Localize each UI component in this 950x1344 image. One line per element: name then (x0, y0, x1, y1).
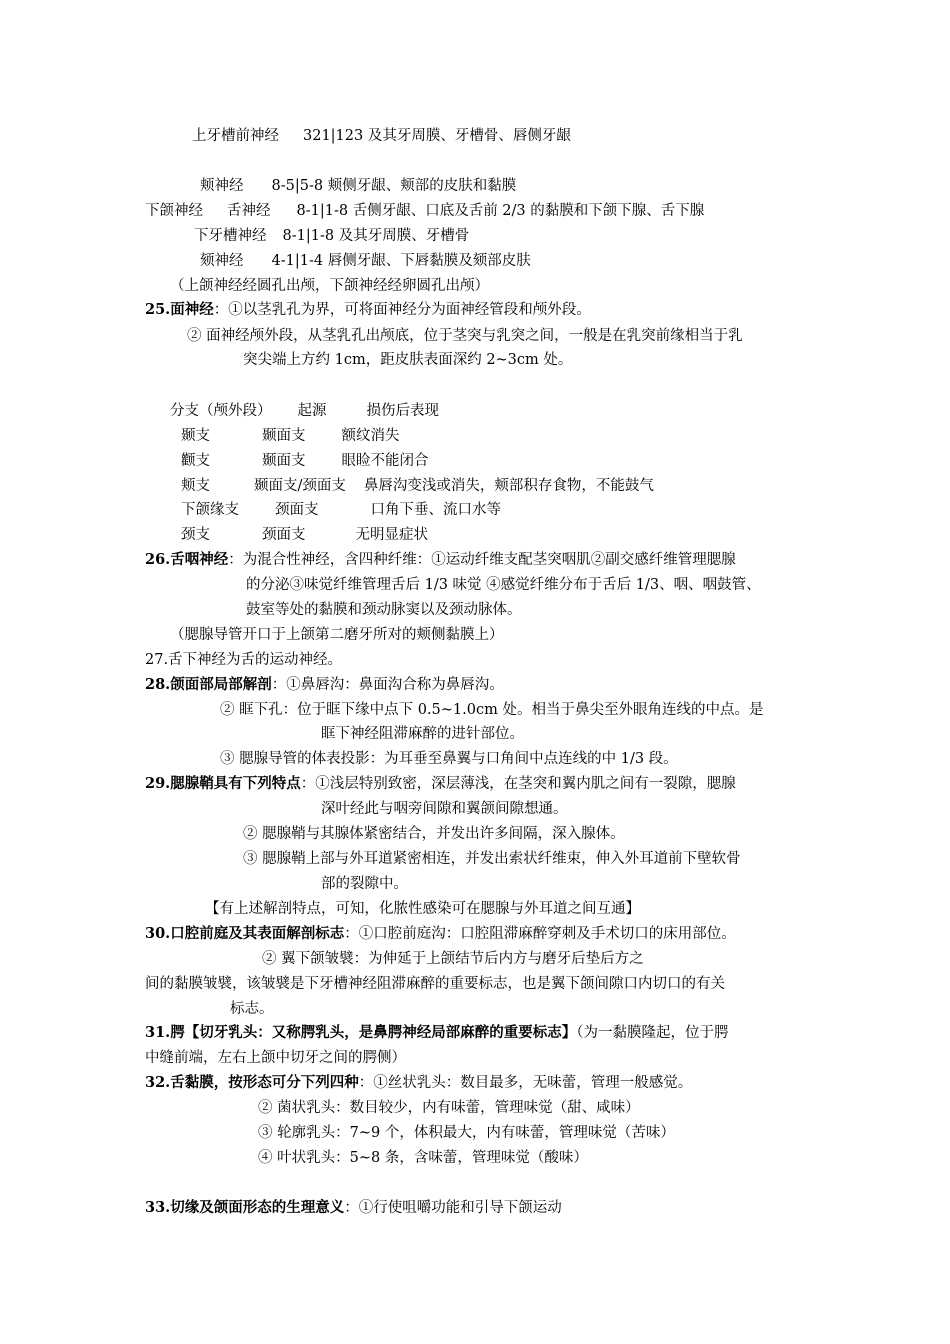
item-28-point-2: ② 眶下孔：位于眶下缘中点下 0.5~1.0cm 处。相当于鼻尖至外眼角连线的中点。是 (220, 702, 764, 718)
nerve-row-superior-alveolar-anterior: 上牙槽前神经 321|123 及其牙周膜、牙槽骨、唇侧牙龈 (192, 128, 571, 144)
item-30-point-2: ② 翼下颌皱襞：为伸延于上颌结节后内方与磨牙后垫后方之 (262, 951, 644, 967)
item-25-point-2: ② 面神经颅外段，从茎乳孔出颅底，位于茎突与乳突之间，一般是在乳突前缘相当于乳 (187, 328, 743, 344)
item-27: 27.舌下神经为舌的运动神经。 (145, 652, 343, 668)
item-29-point-3: ③ 腮腺鞘上部与外耳道紧密相连，并发出索状纤维束，伸入外耳道前下壁软骨 (243, 851, 741, 867)
branch-row-temporal: 颞支 颞面支 额纹消失 (181, 428, 400, 444)
item-25-facial-nerve: 25.面神经：①以茎乳孔为界，可将面神经分为面神经管段和颅外段。 (145, 301, 591, 318)
item-29-parotid-sheath: 29.腮腺鞘具有下列特点：①浅层特别致密，深层薄浅，在茎突和翼内肌之间有一裂隙，腮腺 (145, 775, 736, 792)
item-25-point-2-cont: 突尖端上方约 1cm，距皮肤表面深约 2~3cm 处。 (243, 352, 573, 368)
item-32-tongue-mucosa: 32.舌黏膜，按形态可分下列四种：①丝状乳头：数目最多，无味蕾，管理一般感觉。 (145, 1074, 693, 1091)
item-28-point-2-cont: 眶下神经阻滞麻醉的进针部位。 (321, 726, 524, 742)
branch-row-buccal: 颊支 颞面支/颈面支 鼻唇沟变浅或消失，颊部积存食物，不能鼓气 (181, 478, 654, 494)
item-28-point-3: ③ 腮腺导管的体表投影：为耳垂至鼻翼与口角间中点连线的中 1/3 段。 (220, 751, 678, 767)
item-31-palate: 31.腭【切牙乳头：又称腭乳头，是鼻腭神经局部麻醉的重要标志】（为一黏膜隆起，位于腭 (145, 1024, 729, 1041)
item-30-point-2-end: 标志。 (230, 1001, 274, 1017)
item-30-oral-vestibule: 30.口腔前庭及其表面解剖标志：①口腔前庭沟：口腔阻滞麻醉穿刺及手术切口的床用部位。 (145, 925, 736, 942)
branch-table-header: 分支（颅外段） 起源 损伤后表现 (170, 403, 439, 419)
branch-row-cervical: 颈支 颈面支 无明显症状 (181, 527, 428, 543)
foramen-note: （上颌神经经圆孔出颅，下颌神经经卵圆孔出颅） (170, 278, 489, 294)
branch-row-marginal-mandibular: 下颌缘支 颈面支 口角下垂、流口水等 (181, 502, 501, 518)
parotid-duct-note: （腮腺导管开口于上颌第二磨牙所对的颊侧黏膜上） (170, 627, 504, 643)
item-29-cont: 深叶经此与咽旁间隙和翼颌间隙想通。 (321, 801, 568, 817)
item-33-incisal-edge: 33.切缘及颌面形态的生理意义：①行使咀嚼功能和引导下颌运动 (145, 1199, 562, 1216)
item-26-cont-2: 鼓室等处的黏膜和颈动脉窦以及颈动脉体。 (246, 602, 522, 618)
item-32-point-4: ④ 叶状乳头：5~8 条，含味蕾，管理味觉（酸味） (258, 1150, 588, 1166)
item-30-point-2-cont: 间的黏膜皱襞，该皱襞是下牙槽神经阻滞麻醉的重要标志，也是翼下颌间隙口内切口的有关 (145, 976, 725, 992)
item-29-conclusion: 【有上述解剖特点，可知，化脓性感染可在腮腺与外耳道之间互通】 (205, 901, 640, 917)
item-29-point-2: ② 腮腺鞘与其腺体紧密结合，并发出许多间隔，深入腺体。 (243, 826, 625, 842)
nerve-row-buccal: 颊神经 8-5|5-8 颊侧牙龈、颊部的皮肤和黏膜 (200, 178, 517, 194)
nerve-row-mental: 颏神经 4-1|1-4 唇侧牙龈、下唇黏膜及颏部皮肤 (200, 253, 531, 269)
nerve-row-lingual: 下颌神经 舌神经 8-1|1-8 舌侧牙龈、口底及舌前 2/3 的黏膜和下颌下腺、舌下腺 (145, 203, 705, 219)
item-28-regional-anatomy: 28.颌面部局部解剖：①鼻唇沟：鼻面沟合称为鼻唇沟。 (145, 676, 504, 693)
branch-row-zygomatic: 颧支 颞面支 眼睑不能闭合 (181, 453, 429, 469)
item-32-point-3: ③ 轮廓乳头：7~9 个，体积最大，内有味蕾，管理味觉（苦味） (258, 1125, 675, 1141)
item-29-point-3-cont: 部的裂隙中。 (321, 876, 408, 892)
nerve-row-inferior-alveolar: 下牙槽神经 8-1|1-8 及其牙周膜、牙槽骨 (194, 228, 470, 244)
item-26-glossopharyngeal: 26.舌咽神经：为混合性神经，含四种纤维：①运动纤维支配茎突咽肌②副交感纤维管理腮腺 (145, 551, 736, 568)
item-32-point-2: ② 菌状乳头：数目较少，内有味蕾，管理味觉（甜、咸味） (258, 1100, 640, 1116)
item-26-cont-1: 的分泌③味觉纤维管理舌后 1/3 味觉 ④感觉纤维分布于舌后 1/3、咽、咽鼓管、 (246, 577, 761, 593)
item-31-cont: 中缝前端，左右上颌中切牙之间的腭侧） (145, 1050, 406, 1066)
